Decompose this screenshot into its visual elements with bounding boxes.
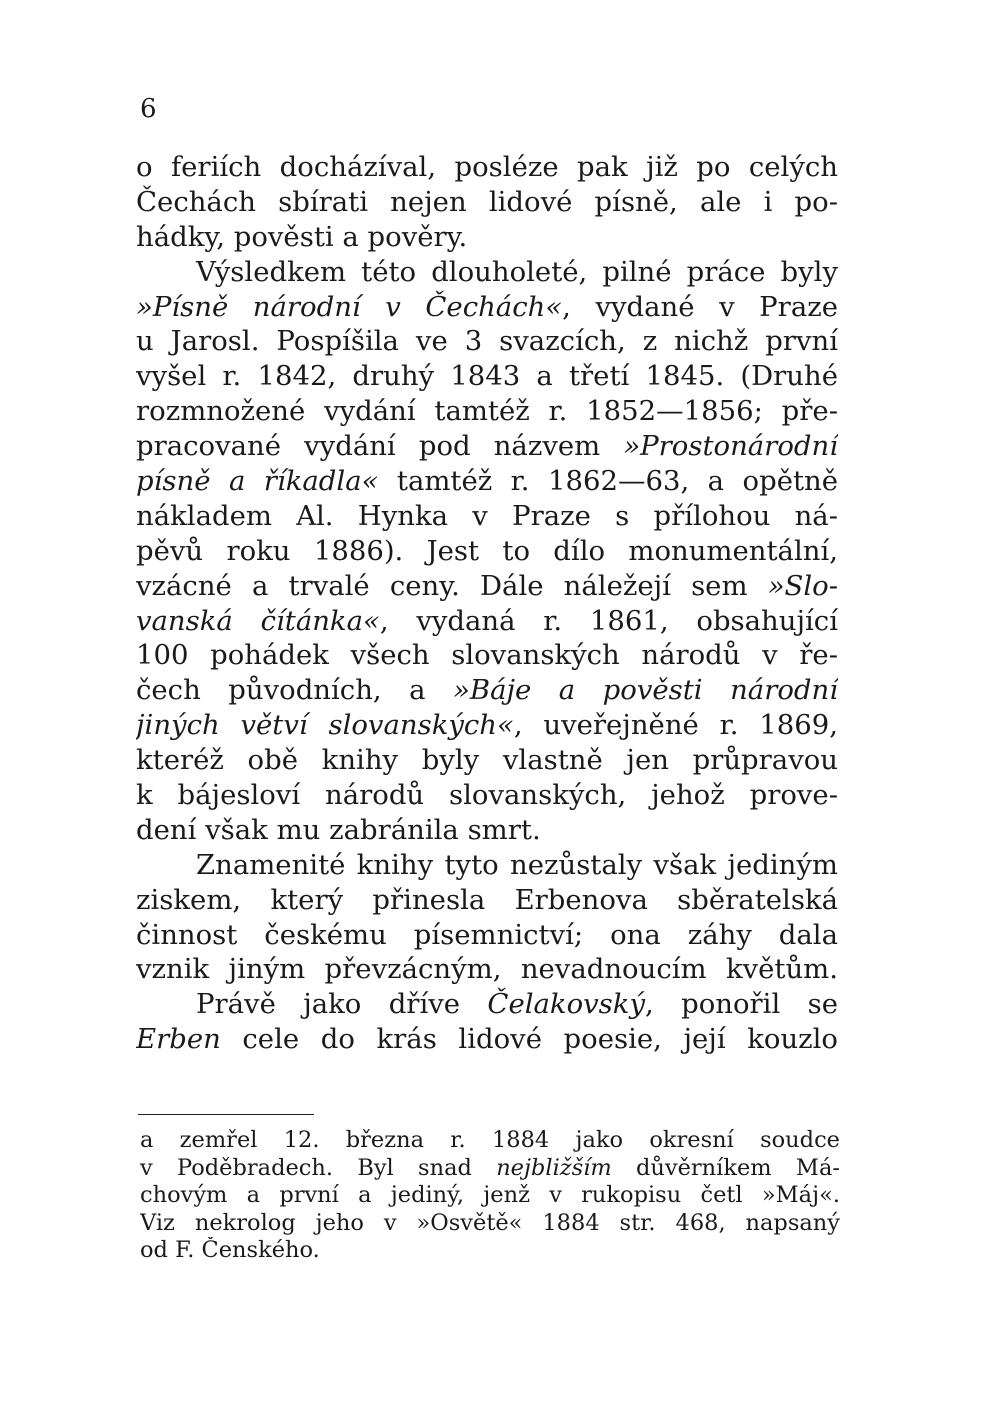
text-line: 100 pohádek všech slovanských národů v ře- (136, 639, 838, 672)
text-line: vznik jiným převzácným, nevadnoucím květům. (136, 953, 838, 986)
body-text (136, 150, 838, 1057)
text-line: pěvů roku 1886). Jest to dílo monumentální, (136, 534, 838, 567)
text-line: rozmnožené vydání tamtéž r. 1852—1856; pře- (136, 395, 838, 428)
italic-name: Erben (136, 1023, 221, 1056)
footnote-line: chovým a první a jediný, jenž v rukopisu četl »Máj«. (140, 1182, 840, 1208)
text-line: Erben cele do krás lidové poesie, její kouzlo (136, 1023, 838, 1056)
italic-title: »Prostonárodní (623, 430, 838, 463)
text-line: Znamenité knihy tyto nezůstaly však jediným (196, 848, 838, 881)
italic-title: »Báje a pověsti národní (453, 674, 838, 707)
italic-title: »Písně národní v Čechách« (136, 290, 563, 323)
text-line: písně a říkadla« tamtéž r. 1862—63, a opětně (136, 465, 838, 498)
text-line: čech původních, a »Báje a pověsti národní (136, 674, 838, 707)
text-line: k bájesloví národů slovanských, jehož prove- (136, 779, 838, 812)
footnote-line: v Poděbradech. Byl snad nejbližším důvěrníkem Má- (140, 1154, 840, 1181)
page-number: 6 (140, 94, 157, 124)
text-line: o feriích docházíval, posléze pak již po celých (136, 151, 838, 183)
text-line: ziskem, který přinesla Erbenova sběratelská (136, 883, 838, 916)
text-line: činnost českému písemnictví; ona záhy dala (136, 918, 838, 951)
text-line: hádky, pověsti a pověry. (136, 220, 468, 253)
text-line: vanská čítánka«, vydaná r. 1861, obsahující (136, 604, 838, 637)
text-line: Čechách sbírati nejen lidové písně, ale i po- (136, 185, 838, 218)
italic-title: písně a říkadla« (136, 465, 379, 498)
footnote-line: Viz nekrolog jeho v »Osvětě« 1884 str. 468, napsaný (140, 1209, 840, 1236)
text-line: vzácné a trvalé ceny. Dále náležejí sem »Slo- (136, 569, 838, 602)
italic-title: vanská čítánka« (136, 604, 380, 637)
footnote-line: od F. Čenského. (140, 1237, 320, 1263)
text-line: jiných větví slovanských«, uveřejněné r. 1869, (136, 709, 838, 742)
footnote (140, 1127, 840, 1265)
text-line: vyšel r. 1842, druhý 1843 a třetí 1845. (Druhé (136, 360, 838, 393)
footnote-divider (138, 1114, 314, 1115)
text-line: dení však mu zabránila smrt. (136, 813, 541, 846)
italic-title: jiných větví slovanských« (136, 709, 514, 742)
text-line: Právě jako dříve Čelakovský, ponořil se (196, 988, 838, 1021)
text-line: u Jarosl. Pospíšila ve 3 svazcích, z nichž první (136, 325, 838, 358)
italic-name: Čelakovský (487, 988, 645, 1021)
italic-word: nejbližším (496, 1154, 612, 1181)
footnote-line: a zemřel 12. března r. 1884 jako okresní soudce (140, 1127, 840, 1153)
text-line: pracované vydání pod názvem »Prostonárodní (136, 430, 838, 463)
text-line: kteréž obě knihy byly vlastně jen průpravou (136, 744, 838, 777)
text-line: Výsledkem této dlouholeté, pilné práce byly (196, 255, 838, 288)
italic-title: »Slo- (767, 569, 838, 602)
text-line: nákladem Al. Hynka v Praze s přílohou ná- (136, 499, 838, 532)
text-line: »Písně národní v Čechách«, vydané v Praze (136, 290, 838, 323)
